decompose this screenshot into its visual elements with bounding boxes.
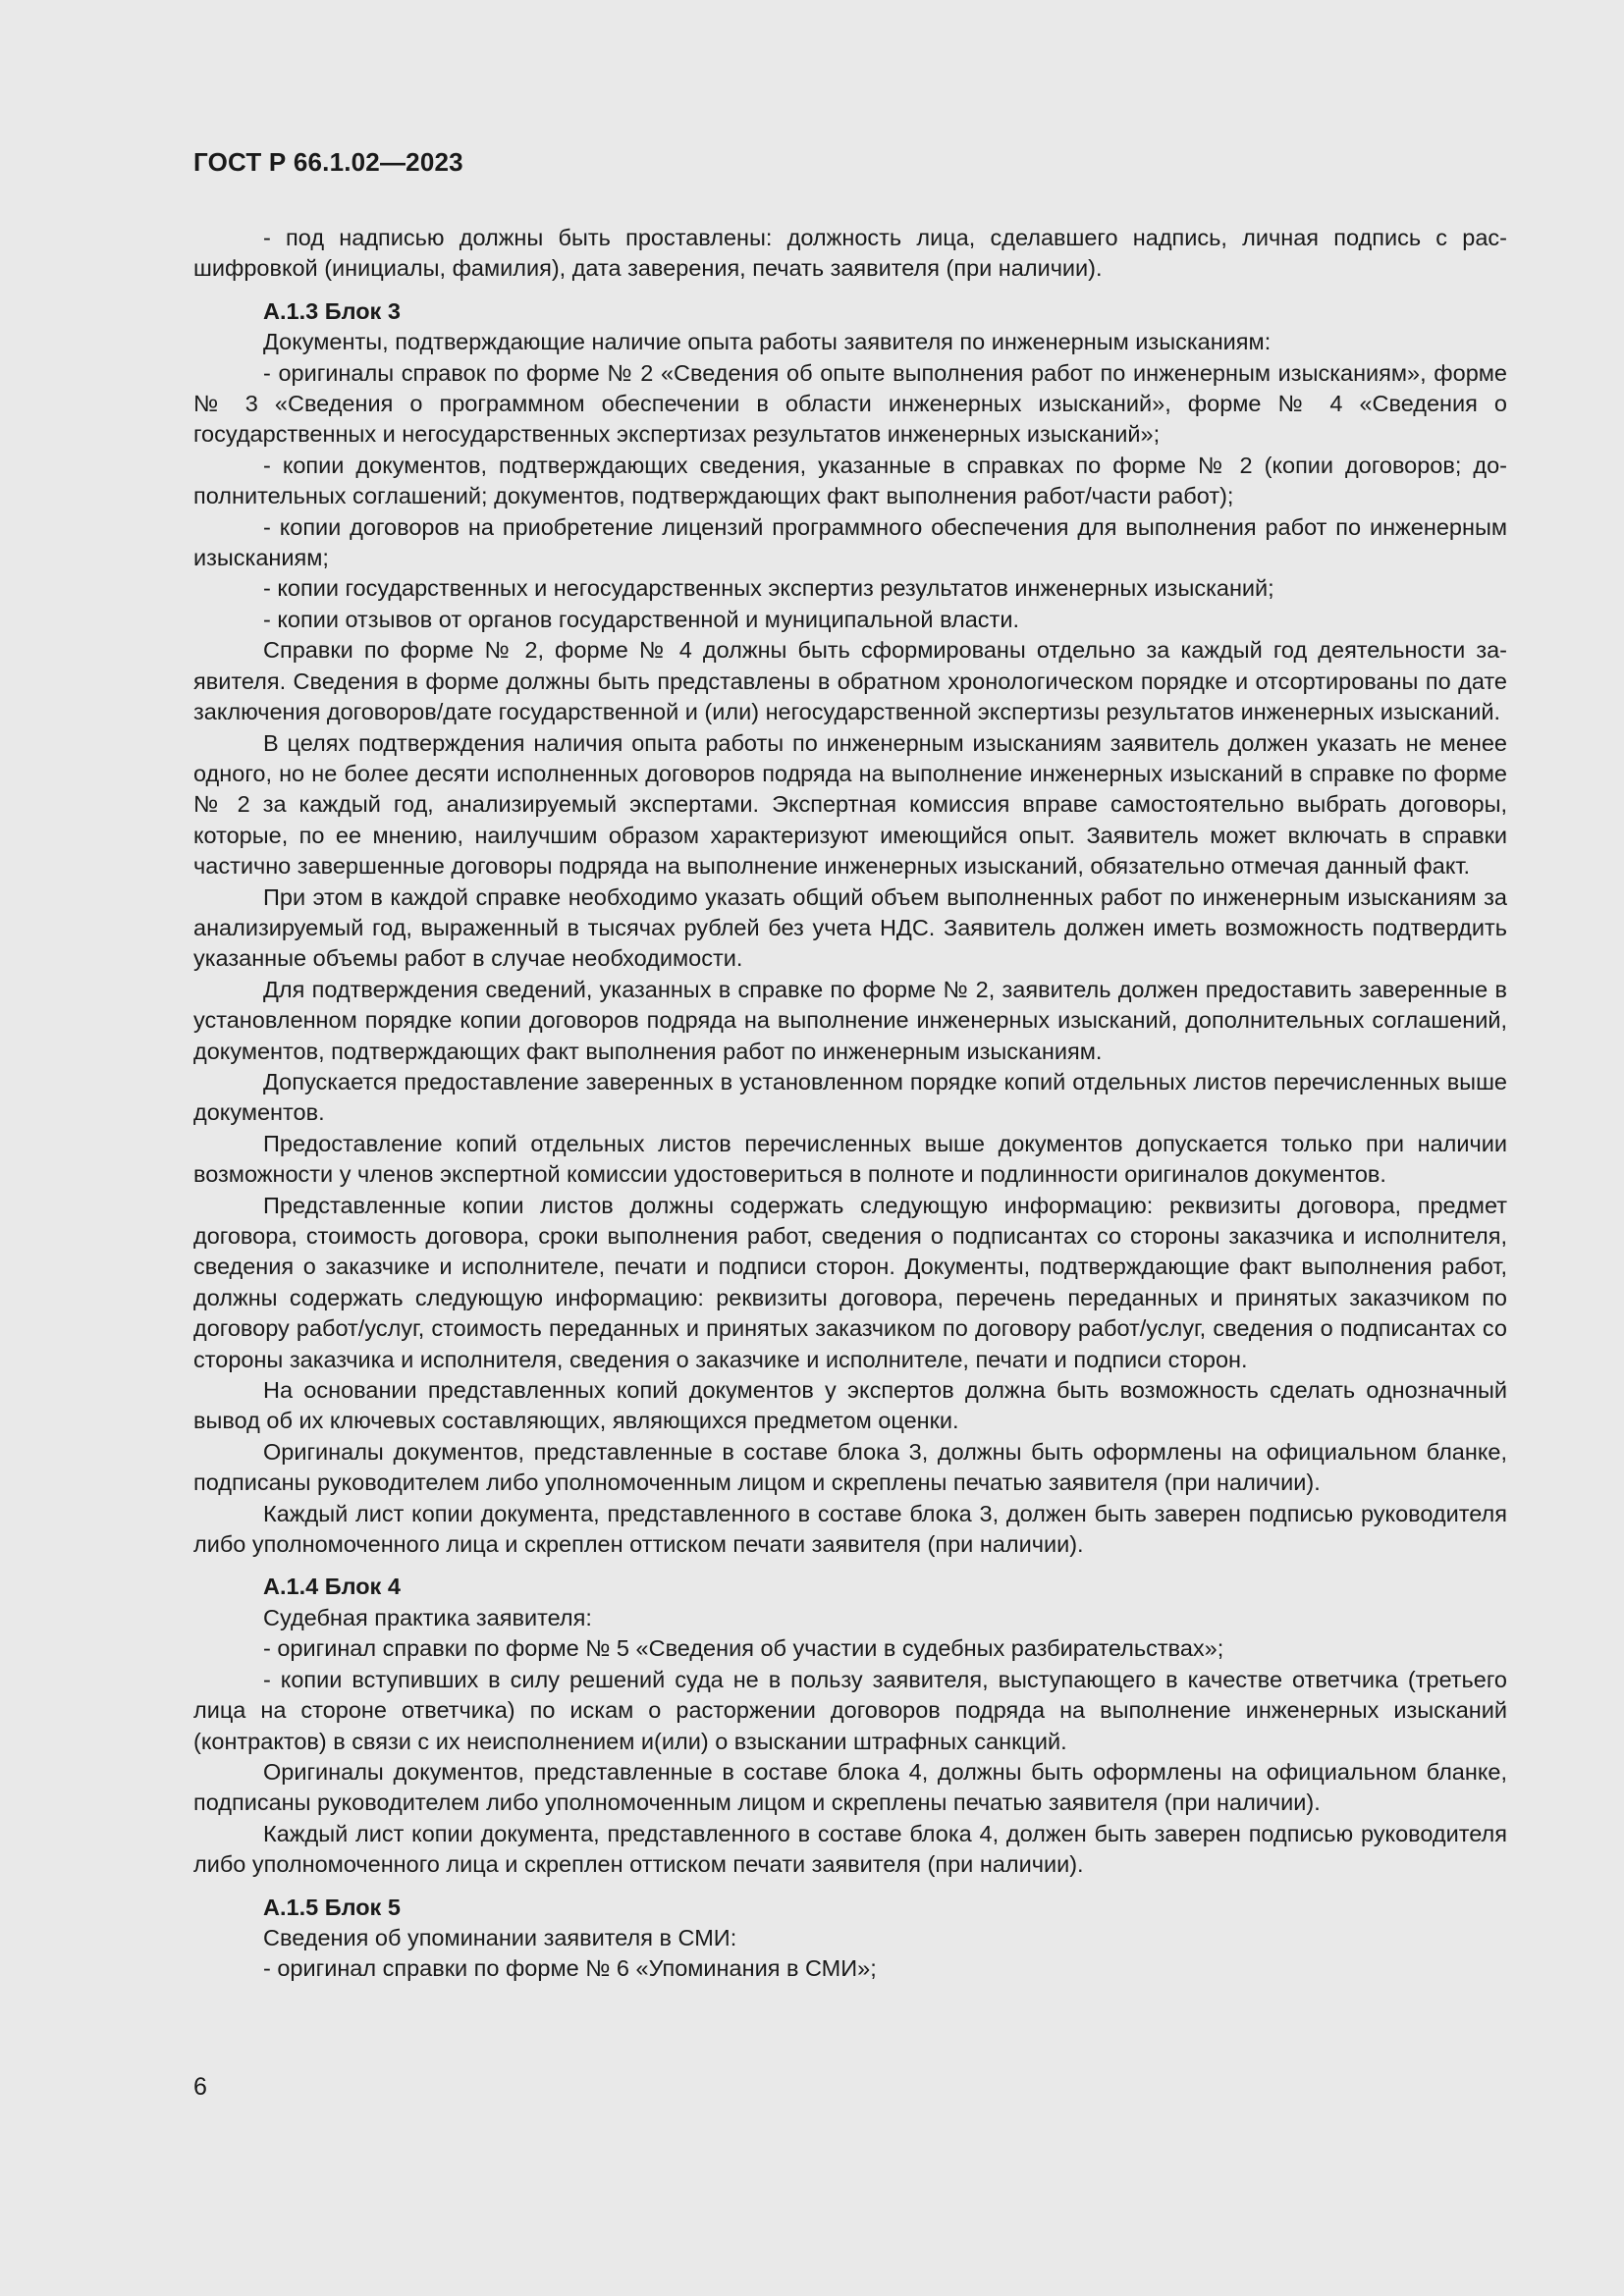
- paragraph: Оригиналы документов, представленные в составе блока 4, должны быть оформлены на официальном бланке, подписаны руководителем либо уполномоченным лицом и скреплены печатью заявителя (при наличии).: [193, 1758, 1507, 1816]
- paragraph: Судебная практика заявителя:: [263, 1604, 592, 1630]
- section-heading-block3: А.1.3 Блок 3: [263, 297, 401, 324]
- list-item: - оригинал справки по форме № 5 «Сведения об участии в судебных разбирательствах»;: [263, 1635, 1224, 1662]
- paragraph: Для подтверждения сведений, указанных в справке по форме № 2, заявитель должен предоставить заверенные в установленном порядке копии договоров подряда на выполнение инженерных изысканий, дополнительных соглашений, документов, подтверждающих факт выполнения работ по инженерным изысканиям.: [193, 976, 1507, 1064]
- list-item: - копии отзывов от органов государственной и муниципальной власти.: [263, 606, 1019, 632]
- paragraph: Каждый лист копии документа, представленного в составе блока 4, должен быть заверен подписью руководителя либо уполномоченного лица и скреплен оттиском печати заявителя (при наличии).: [193, 1820, 1507, 1878]
- paragraph: Справки по форме № 2, форме № 4 должны быть сформированы отдельно за каждый год деятельности заявителя. Сведения в форме должны быть представлены в обратном хронологическом порядке и отсортированы по дате заключения договоров/дате государственной и (или) негосударственной экспертизы результатов инженерных изысканий.: [193, 637, 1507, 725]
- paragraph: Допускается предоставление заверенных в установленном порядке копий отдельных листов перечисленных выше документов.: [193, 1068, 1507, 1126]
- paragraph: Каждый лист копии документа, представленного в составе блока 3, должен быть заверен подписью руководителя либо уполномоченного лица и скреплен оттиском печати заявителя (при наличии).: [193, 1500, 1507, 1558]
- document-header: ГОСТ Р 66.1.02—2023: [193, 147, 463, 177]
- paragraph: Оригиналы документов, представленные в составе блока 3, должны быть оформлены на официальном бланке, подписаны руководителем либо уполномоченным лицом и скреплены печатью заявителя (при наличии).: [193, 1438, 1507, 1496]
- paragraph: Документы, подтверждающие наличие опыта работы заявителя по инженерным изысканиям:: [263, 329, 1272, 355]
- list-item: - копии государственных и негосударственных экспертиз результатов инженерных изысканий;: [263, 575, 1274, 602]
- document-body: [193, 223, 1507, 1985]
- section-heading-block4: А.1.4 Блок 4: [263, 1574, 401, 1600]
- paragraph: На основании представленных копий документов у экспертов должна быть возможность сделать однозначный вывод об их ключевых составляющих, являющихся предметом оценки.: [193, 1377, 1507, 1434]
- list-item: - копии документов, подтверждающих сведения, указанные в справках по форме № 2 (копии договоров; дополнительных соглашений; документов, подтверждающих факт выполнения работ/части работ);: [193, 452, 1507, 509]
- paragraph: Сведения об упоминании заявителя в СМИ:: [263, 1924, 737, 1950]
- list-item: - копии договоров на приобретение лицензий программного обеспечения для выполнения работ по инженерным изысканиям;: [193, 513, 1507, 571]
- intro-paragraph: - под надписью должны быть проставлены: должность лица, сделавшего надпись, личная подпись с расшифровкой (инициалы, фамилия), дата заверения, печать заявителя (при наличии).: [193, 225, 1507, 282]
- paragraph: В целях подтверждения наличия опыта работы по инженерным изысканиям заявитель должен указать не менее одного, но не более десяти исполненных договоров подряда на выполнение инженерных изысканий в справке по форме № 2 за каждый год, анализируемый экспертами. Экспертная комиссия вправе самостоятельно выбрать договоры, которые, по ее мнению, наилучшим образом характеризуют имеющийся опыт. Заявитель может включать в справки частично завершенные договоры подряда на выполнение инженерных изысканий, обязательно отмечая данный факт.: [193, 729, 1507, 880]
- list-item: - копии вступивших в силу решений суда не в пользу заявителя, выступающего в качестве ответчика (третьего лица на стороне ответчика) по искам о расторжении договоров подряда на выполнение инженерных изысканий (контрактов) в связи с их неисполнением и(или) о взыскании штрафных санкций.: [193, 1666, 1507, 1754]
- list-item: - оригиналы справок по форме № 2 «Сведения об опыте выполнения работ по инженерным изысканиям», форме № 3 «Сведения о программном обеспечении в области инженерных изысканий», форме № 4 «Сведения о государственных и негосударственных экспертизах результатов инженерных изысканий»;: [193, 359, 1507, 448]
- paragraph: Предоставление копий отдельных листов перечисленных выше документов допускается только при наличии возможности у членов экспертной комиссии удостовериться в полноте и подлинности оригиналов документов.: [193, 1130, 1507, 1188]
- page-number: 6: [193, 2073, 207, 2101]
- list-item: - оригинал справки по форме № 6 «Упоминания в СМИ»;: [263, 1955, 877, 1982]
- paragraph: При этом в каждой справке необходимо указать общий объем выполненных работ по инженерным изысканиям за анализируемый год, выраженный в тысячах рублей без учета НДС. Заявитель должен иметь возможность подтвердить указанные объемы работ в случае необходимости.: [193, 883, 1507, 972]
- section-heading-block5: А.1.5 Блок 5: [263, 1894, 401, 1920]
- paragraph: Представленные копии листов должны содержать следующую информацию: реквизиты договора, предмет договора, стоимость договора, сроки выполнения работ, сведения о подписантах со стороны заказчика и исполнителя, сведения о заказчике и исполнителе, печати и подписи сторон. Документы, подтверждающие факт выполнения работ, должны содержать следующую информацию: реквизиты договора, перечень переданных и принятых заказчиком по договору работ/услуг, стоимость переданных и принятых заказчиком по договору работ/услуг, сведения о подписантах со стороны заказчика и исполнителя, сведения о заказчике и исполнителе, печати и подписи сторон.: [193, 1192, 1507, 1372]
